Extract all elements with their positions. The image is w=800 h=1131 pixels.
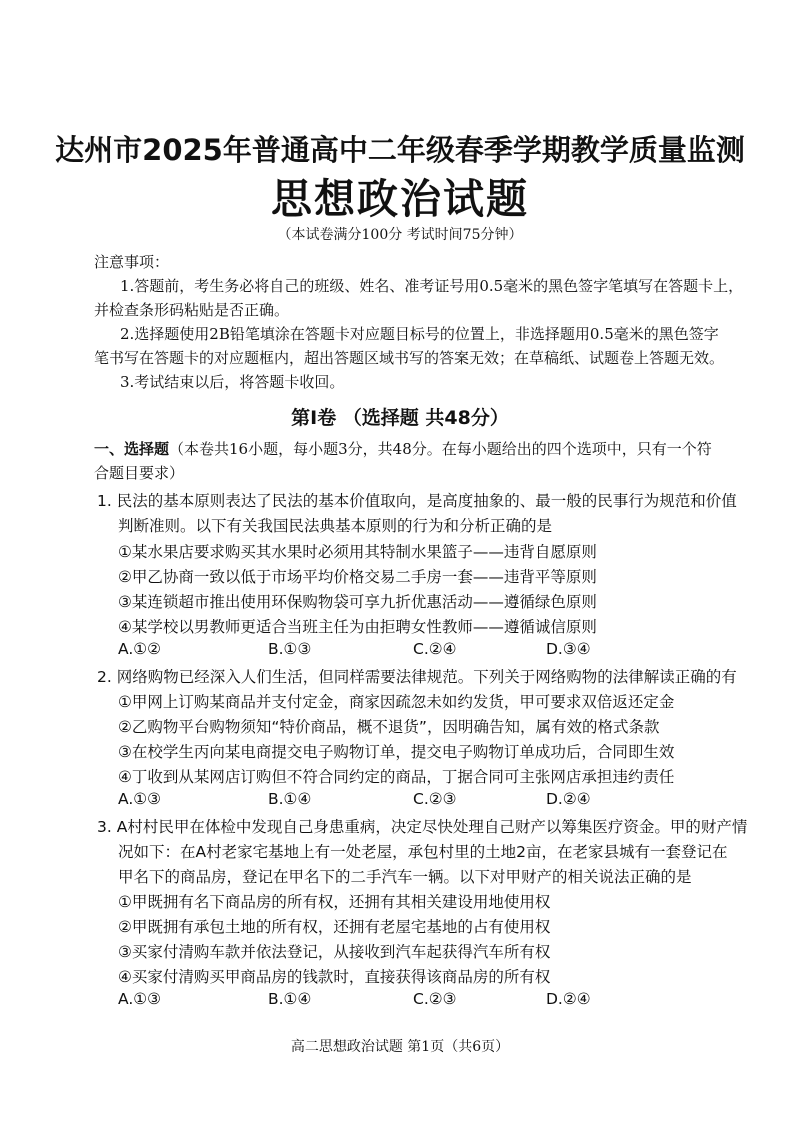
question-2-item: ①甲网上订购某商品并支付定金，商家因疏忽未如约发货，甲可要求双倍返还定金 xyxy=(118,693,675,711)
notice-line: 3.考试结束以后，将答题卡收回。 xyxy=(120,373,345,391)
question-3-item: ②甲既拥有承包土地的所有权，还拥有老屋宅基地的占有使用权 xyxy=(118,918,551,936)
part-description-cont: 合题目要求） xyxy=(94,464,185,482)
question-3-stem: 3. A村村民甲在体检中发现自己身患重病，决定尽快处理自己财产以筹集医疗资金。甲的财产情 xyxy=(97,818,748,836)
page-footer: 高二思想政治试题 第1页（共6页） xyxy=(290,1039,510,1055)
question-2-choice-b: B.①④ xyxy=(268,790,312,808)
question-3-choice-a: A.①③ xyxy=(118,990,162,1008)
question-1-item: ④某学校以男教师更适合当班主任为由拒聘女性教师——遵循诚信原则 xyxy=(118,618,597,636)
question-3-item: ①甲既拥有名下商品房的所有权，还拥有其相关建设用地使用权 xyxy=(118,893,551,911)
question-1-choice-b: B.①③ xyxy=(268,640,312,658)
question-2-stem: 2. 网络购物已经深入人们生活，但同样需要法律规范。下列关于网络购物的法律解读正确的有 xyxy=(97,668,737,686)
subject-title: 思想政治试题 xyxy=(271,175,529,223)
question-1-item: ③某连锁超市推出使用环保购物袋可享九折优惠活动——遵循绿色原则 xyxy=(118,593,597,611)
question-3-item: ④买家付清购买甲商品房的钱款时，直接获得该商品房的所有权 xyxy=(118,968,551,986)
notice-line: 并检查条形码粘贴是否正确。 xyxy=(94,301,290,319)
question-1-item: ②甲乙协商一致以低于市场平均价格交易二手房一套——违背平等原则 xyxy=(118,568,597,586)
part-intro xyxy=(94,438,712,459)
question-2-item: ④丁收到从某网店订购但不符合同约定的商品，丁据合同可主张网店承担违约责任 xyxy=(118,768,675,786)
question-3-item: ③买家付清购车款并依法登记，从接收到汽车起获得汽车所有权 xyxy=(118,943,551,961)
question-2-choice-d: D.②④ xyxy=(546,790,591,808)
exam-title: 达州市2025年普通高中二年级春季学期教学质量监测 xyxy=(55,133,745,167)
part-description: （本卷共16小题，每小题3分，共48分。在每小题给出的四个选项中，只有一个符 xyxy=(169,440,712,458)
question-1-choice-d: D.③④ xyxy=(546,640,591,658)
question-2-choice-c: C.②③ xyxy=(413,790,457,808)
question-1-choice-c: C.②④ xyxy=(413,640,457,658)
notice-line: 2.选择题使用2B铅笔填涂在答题卡对应题目标号的位置上，非选择题用0.5毫米的黑色签字 xyxy=(120,325,719,343)
question-2-choice-a: A.①③ xyxy=(118,790,162,808)
question-1-item: ①某水果店要求购买其水果时必须用其特制水果篮子——违背自愿原则 xyxy=(118,543,597,561)
question-2-item: ③在校学生丙向某电商提交电子购物订单，提交电子购物订单成功后，合同即生效 xyxy=(118,743,675,761)
question-1-stem: 1. 民法的基本原则表达了民法的基本价值取向，是高度抽象的、最一般的民事行为规范和价值 xyxy=(97,492,737,510)
notice-line: 1.答题前，考生务必将自己的班级、姓名、准考证号用0.5毫米的黑色签字笔填写在答题卡上， xyxy=(120,277,744,295)
question-1-stem: 判断准则。以下有关我国民法典基本原则的行为和分析正确的是 xyxy=(118,517,553,535)
question-3-choice-d: D.②④ xyxy=(546,990,591,1008)
section-title: 第Ⅰ卷 （选择题 共48分） xyxy=(291,407,509,429)
notice-heading: 注意事项： xyxy=(94,253,170,271)
question-2-item: ②乙购物平台购物须知“特价商品，概不退货”，因明确告知，属有效的格式条款 xyxy=(118,718,660,736)
question-3-stem: 甲名下的商品房，登记在甲名下的二手汽车一辆。以下对甲财产的相关说法正确的是 xyxy=(118,868,692,886)
question-1-choice-a: A.①② xyxy=(118,640,162,658)
question-3-stem: 况如下：在A村老家宅基地上有一处老屋，承包村里的土地2亩，在老家县城有一套登记在 xyxy=(118,843,728,861)
exam-info: （本试卷满分100分 考试时间75分钟） xyxy=(277,227,523,243)
notice-line: 笔书写在答题卡的对应题框内，超出答题区域书写的答案无效；在草稿纸、试题卷上答题无效。 xyxy=(94,349,725,367)
question-3-choice-b: B.①④ xyxy=(268,990,312,1008)
part-label: 一、选择题 xyxy=(94,440,170,458)
question-3-choice-c: C.②③ xyxy=(413,990,457,1008)
